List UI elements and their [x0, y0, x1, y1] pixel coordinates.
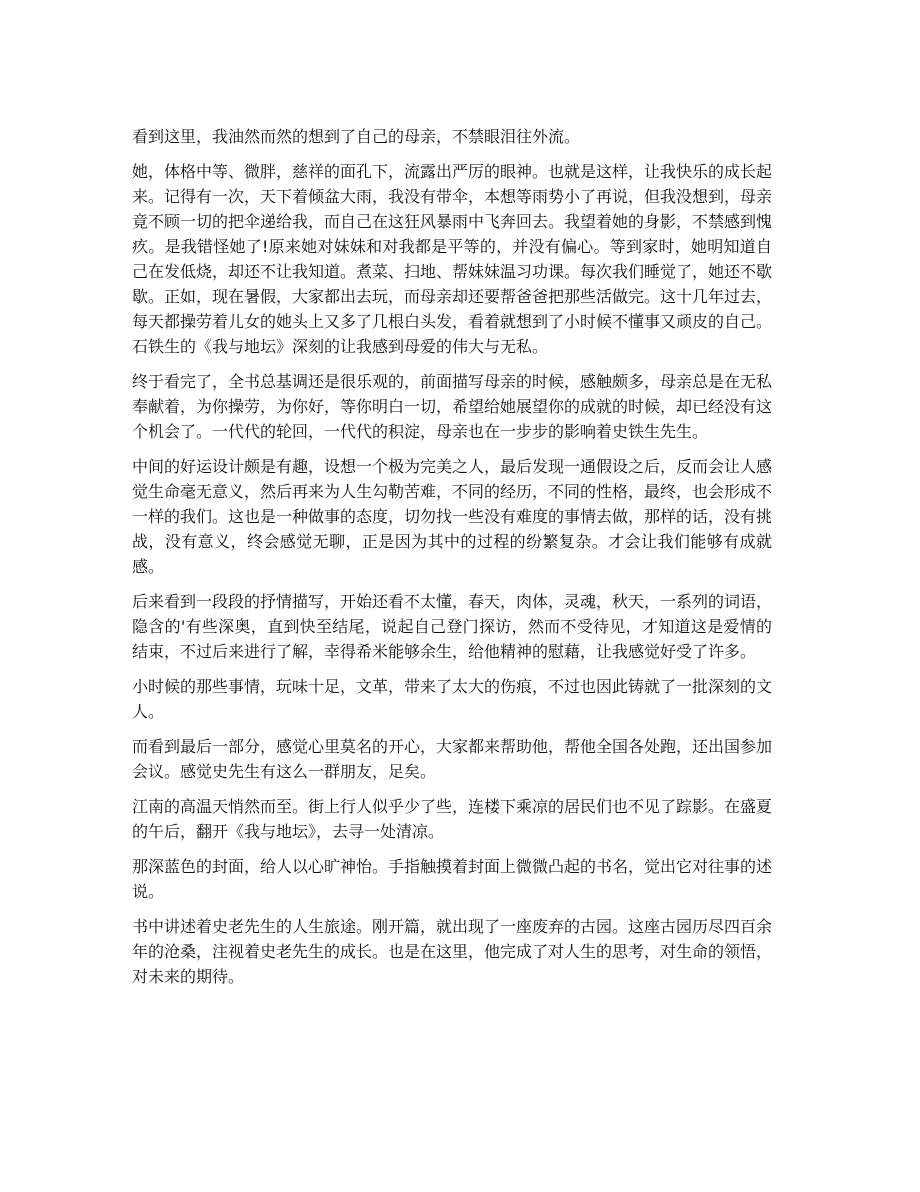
paragraph: 中间的好运设计颇是有趣，设想一个极为完美之人，最后发现一通假设之后，反而会让人感觉生命毫无意义，然后再来为人生勾勒苦难，不同的经历，不同的性格，最终，也会形成不一样的我们。这也是一种做事的态度，切勿找一些没有难度的事情去做，那样的话，没有挑战，没有意义，终会感觉无聊，正是因为其中的过程的纷繁复杂。才会让我们能够有成就感。: [132, 457, 773, 576]
paragraph: 她，体格中等、微胖，慈祥的面孔下，流露出严厉的眼神。也就是这样，让我快乐的成长起来。记得有一次，天下着倾盆大雨，我没有带伞，本想等雨势小了再说，但我没想到，母亲竟不顾一切的把伞递给我，而自己在这狂风暴雨中飞奔回去。我望着她的身影，不禁感到愧疚。是我错怪她了!原来她对妹妹和对我都是平等的，并没有偏心。等到家时，她明知道自己在发低烧，却还不让我知道。煮菜、扫地、帮妹妹温习功课。每次我们睡觉了，她还不歇歇。正如，现在暑假，大家都出去玩，而母亲却还要帮爸爸把那些活做完。这十几年过去，每天都操劳着儿女的她头上又多了几根白头发，看着就想到了小时候不懂事又顽皮的自己。石铁生的《我与地坛》深刻的让我感到母爱的伟大与无私。: [132, 162, 773, 356]
paragraph: 那深蓝色的封面，给人以心旷神怡。手指触摸着封面上微微凸起的书名，觉出它对往事的述说。: [132, 857, 773, 901]
paragraph: 看到这里，我油然而然的想到了自己的母亲，不禁眼泪往外流。: [132, 127, 581, 146]
paragraph: 江南的高温天悄然而至。街上行人似乎少了些，连楼下乘凉的居民们也不见了踪影。在盛夏的午后，翻开《我与地坛》，去寻一处清凉。: [132, 797, 773, 841]
document-body: [132, 124, 772, 999]
paragraph: 终于看完了，全书总基调还是很乐观的，前面描写母亲的时候，感触颇多，母亲总是在无私奉献着，为你操劳，为你好，等你明白一切，希望给她展望你的成就的时候，却已经没有这个机会了。一代代的轮回，一代代的积淀，母亲也在一步步的影响着史铁生先生。: [132, 372, 773, 441]
paragraph: 后来看到一段段的抒情描写，开始还看不太懂，春天，肉体，灵魂，秋天，一系列的词语，隐含的'有些深奥，直到快至结尾，说起自己登门探访，然而不受待见，才知道这是爱情的结束，不过后来进行了解，幸得希米能够余生，给他精神的慰藉，让我感觉好受了许多。: [132, 592, 773, 661]
paragraph: 书中讲述着史老先生的人生旅途。刚开篇，就出现了一座废弃的古园。这座古园历尽四百余年的沧桑，注视着史老先生的成长。也是在这里，他完成了对人生的思考，对生命的领悟，对未来的期待。: [132, 917, 773, 986]
paragraph: 而看到最后一部分，感觉心里莫名的开心，大家都来帮助他，帮他全国各处跑，还出国参加会议。感觉史先生有这么一群朋友，足矣。: [132, 737, 773, 781]
paragraph: 小时候的那些事情，玩味十足，文革，带来了太大的伤痕，不过也因此铸就了一批深刻的文人。: [132, 677, 773, 721]
